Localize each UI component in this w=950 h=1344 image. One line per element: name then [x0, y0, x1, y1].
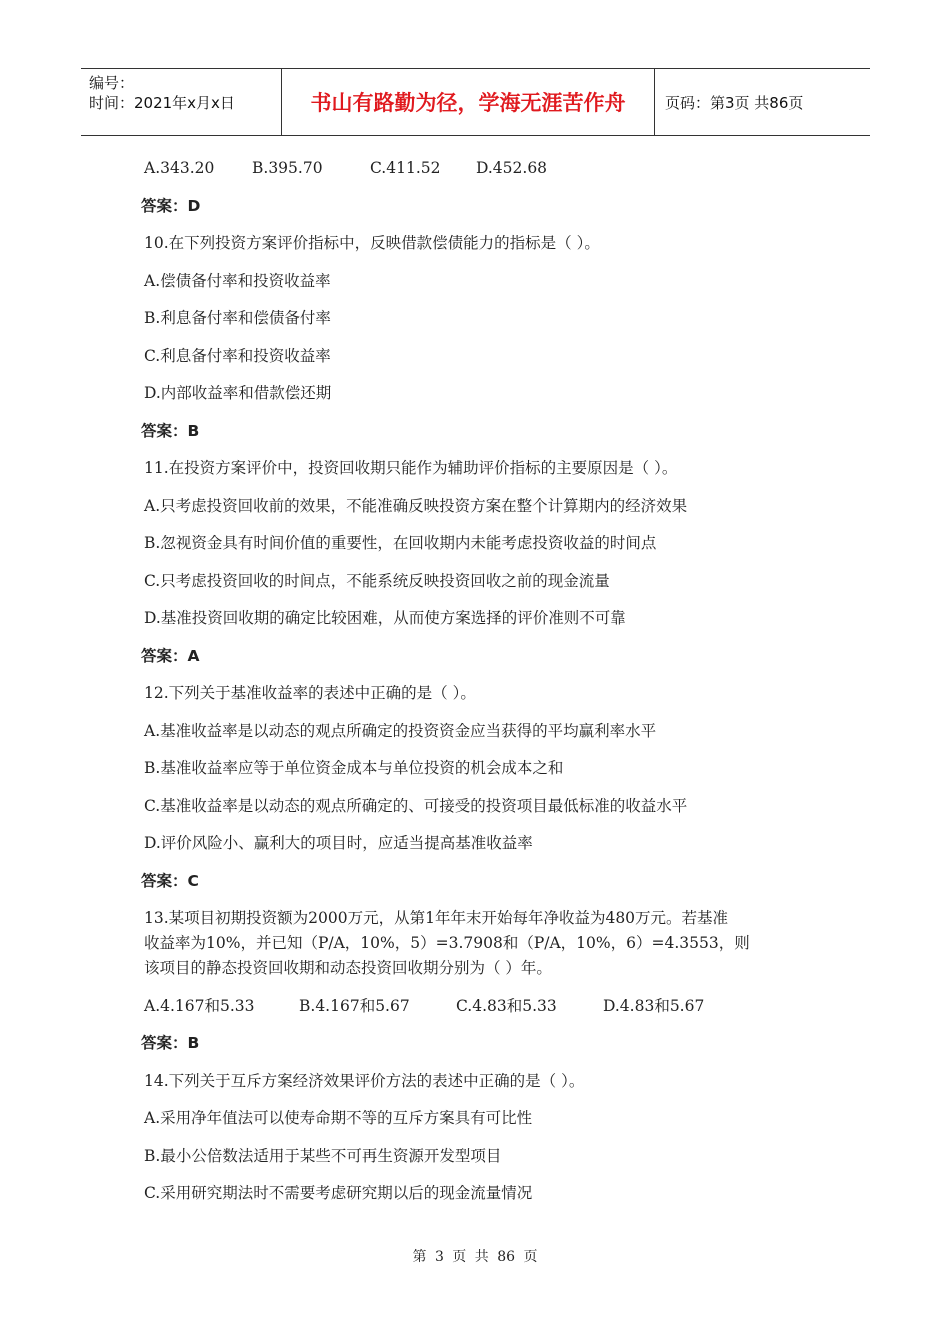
- q9-option-b: B.395.70: [252, 159, 323, 177]
- q13-answer: 答案：B: [141, 1034, 200, 1052]
- document-body: [141, 156, 824, 1219]
- q10-option-d: D.内部收益率和借款偿还期: [144, 384, 332, 402]
- header-page-info: 页码：第3页 共86页: [665, 93, 804, 112]
- q11-option-d: D.基准投资回收期的确定比较困难，从而使方案选择的评价准则不可靠: [144, 609, 626, 627]
- page-footer: 第 3 页 共 86 页: [412, 1249, 538, 1265]
- header-meta: [81, 69, 282, 135]
- q11-option-a: A.只考虑投资回收前的效果，不能准确反映投资方案在整个计算期内的经济效果: [144, 496, 688, 515]
- q10-answer: 答案：B: [141, 421, 200, 440]
- q13-question: [144, 906, 824, 981]
- q11-option-c: C.只考虑投资回收的时间点，不能系统反映投资回收之前的现金流量: [144, 571, 610, 590]
- q10-option-a: A.偿债备付率和投资收益率: [144, 271, 331, 290]
- q14-option-a: A.采用净年值法可以使寿命期不等的互斥方案具有可比性: [144, 1109, 533, 1127]
- q10-option-c: C.利息备付率和投资收益率: [144, 346, 331, 365]
- q12-option-b: B.基准收益率应等于单位资金成本与单位投资的机会成本之和: [144, 759, 564, 777]
- q12-option-a: A.基准收益率是以动态的观点所确定的投资资金应当获得的平均赢利率水平: [144, 721, 657, 740]
- q14-question: 14.下列关于互斥方案经济效果评价方法的表述中正确的是（ ）。: [144, 1071, 585, 1090]
- page-header: [81, 68, 870, 136]
- q12-option-d: D.评价风险小、赢利大的项目时，应适当提高基准收益率: [144, 834, 533, 852]
- q9-option-c: C.411.52: [370, 159, 441, 177]
- q13-option-c: C.4.83和5.33: [456, 996, 557, 1015]
- q13-question-line-1: 13.某项目初期投资额为2000万元，从第1年年末开始每年净收益为480万元。若基准: [144, 909, 729, 927]
- q13-option-d: D.4.83和5.67: [603, 996, 705, 1015]
- q10-option-b: B.利息备付率和偿债备付率: [144, 309, 331, 327]
- q11-answer: 答案：A: [141, 646, 200, 665]
- q12-option-c: C.基准收益率是以动态的观点所确定的、可接受的投资项目最低标准的收益水平: [144, 796, 688, 815]
- q13-option-a: A.4.167和5.33: [144, 996, 255, 1015]
- q12-answer: 答案：C: [141, 871, 199, 890]
- q12-question: 12.下列关于基准收益率的表述中正确的是（ ）。: [144, 684, 476, 702]
- q9-answer: 答案：D: [141, 196, 201, 215]
- q13-question-line-2: 收益率为10%，并已知（P/A，10%，5）=3.7908和（P/A，10%，6）=4.3553，则: [144, 934, 750, 952]
- number-label: 编号：: [89, 74, 135, 92]
- q13-option-b: B.4.167和5.67: [299, 996, 410, 1015]
- q9-option-a: A.343.20: [144, 159, 215, 177]
- q13-question-line-3: 该项目的静态投资回收期和动态投资回收期分别为（ ）年。: [144, 959, 552, 977]
- q9-options: [144, 156, 824, 181]
- q14-option-b: B.最小公倍数法适用于某些不可再生资源开发型项目: [144, 1146, 502, 1165]
- q13-options: [144, 994, 824, 1019]
- q11-question: 11.在投资方案评价中，投资回收期只能作为辅助评价指标的主要原因是（ ）。: [144, 459, 678, 477]
- q14-option-c: C.采用研究期法时不需要考虑研究期以后的现金流量情况: [144, 1184, 533, 1202]
- q10-question: 10.在下列投资方案评价指标中，反映借款偿债能力的指标是（ ）。: [144, 234, 600, 252]
- q11-option-b: B.忽视资金具有时间价值的重要性，在回收期内未能考虑投资收益的时间点: [144, 534, 657, 552]
- date-line: 时间：2021年x月x日: [89, 94, 235, 112]
- header-motto: 书山有路勤为径，学海无涯苦作舟: [282, 69, 655, 135]
- q9-option-d: D.452.68: [476, 159, 548, 177]
